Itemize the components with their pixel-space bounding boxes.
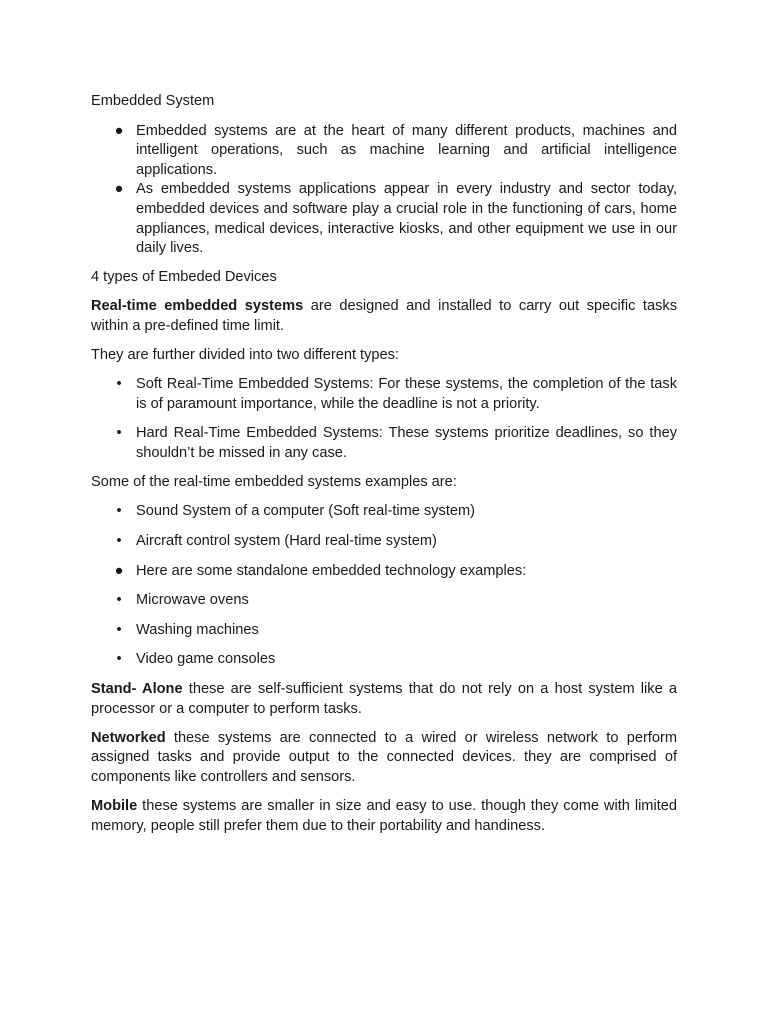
networked-paragraph: Networked these systems are connected to a wired or wireless network to perform assigned tasks and provide output to the connected devices. they are comprised of components like controllers and sensors. bbox=[91, 729, 677, 785]
realtime-paragraph: Real-time embedded systems are designed and installed to carry out specific tasks within a pre-defined time limit. bbox=[91, 297, 677, 334]
bullet-icon: • bbox=[116, 621, 122, 638]
list-item: ● As embedded systems applications appear in every industry and sector today, embedded devices and software play a crucial role in the functioning of cars, home appliances, medical devices, interactive kiosks, and other equipment we use in our daily lives. bbox=[114, 181, 677, 257]
networked-term: Networked bbox=[91, 729, 166, 746]
list-item: • Microwave ovens bbox=[91, 591, 677, 611]
divided-text: They are further divided into two different types: bbox=[91, 346, 399, 363]
standalone-paragraph: Stand- Alone these are self-sufficient systems that do not rely on a host system like a processor or a computer to perform tasks. bbox=[91, 681, 678, 717]
standalone-term: Stand- Alone bbox=[91, 681, 183, 698]
bullet-icon: ● bbox=[114, 562, 124, 579]
examples-intro: Some of the real-time embedded systems examples are: bbox=[91, 474, 457, 491]
document-body bbox=[91, 92, 677, 846]
bullet-icon: • bbox=[116, 503, 122, 520]
bullet-icon: • bbox=[116, 375, 122, 392]
list-item: • Soft Real-Time Embedded Systems: For these systems, the completion of the task is of paramount importance, while the deadline is not a priority. bbox=[91, 375, 677, 414]
realtime-types-list bbox=[91, 375, 677, 463]
intro-bullet-list bbox=[91, 122, 677, 259]
bullet-icon: • bbox=[116, 592, 122, 609]
bullet-icon: • bbox=[116, 651, 122, 668]
examples-list bbox=[91, 502, 677, 670]
list-item: • Hard Real-Time Embedded Systems: These systems prioritize deadlines, so they shouldn’t be missed in any case. bbox=[91, 424, 677, 463]
list-item: ● Embedded systems are at the heart of many different products, machines and intelligent operations, such as machine learning and artificial intelligence applications. bbox=[114, 122, 677, 178]
mobile-paragraph: Mobile these systems are smaller in size and easy to use. though they come with limited memory, people still prefer them due to their portability and handiness. bbox=[91, 798, 677, 834]
list-item: ● Here are some standalone embedded technology examples: bbox=[91, 562, 677, 582]
list-item: • Sound System of a computer (Soft real-time system) bbox=[91, 502, 677, 522]
bullet-icon: • bbox=[116, 425, 122, 442]
realtime-term: Real-time embedded systems bbox=[91, 297, 304, 314]
document-title: Embedded System bbox=[91, 93, 215, 109]
types-heading: 4 types of Embeded Devices bbox=[91, 268, 277, 285]
bullet-icon: ● bbox=[114, 181, 124, 198]
bullet-icon: ● bbox=[114, 122, 124, 139]
list-item: • Washing machines bbox=[91, 621, 677, 641]
list-item: • Video game consoles bbox=[91, 650, 677, 670]
list-item: • Aircraft control system (Hard real-time system) bbox=[91, 532, 677, 552]
bullet-icon: • bbox=[116, 533, 122, 550]
mobile-term: Mobile bbox=[91, 798, 138, 815]
